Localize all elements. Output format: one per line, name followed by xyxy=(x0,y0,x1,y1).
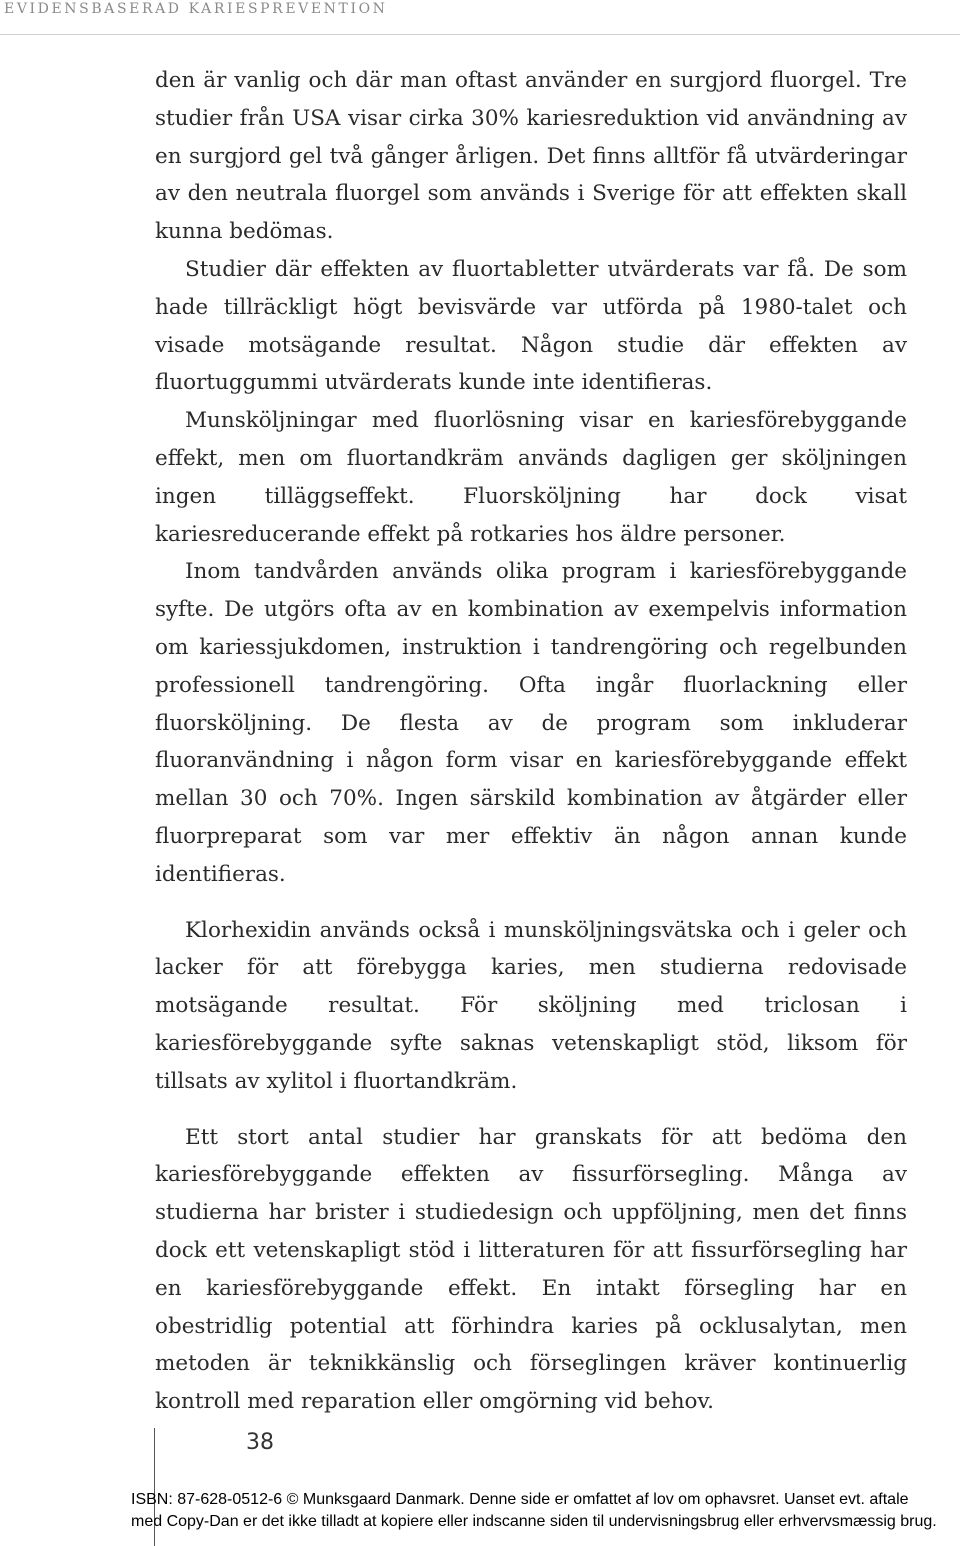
copyright-notice-line-2: med Copy-Dan er det ikke tilladt at kopiere eller indscanne siden til undervisningsbrug eller erhvervsmæssig brug. xyxy=(131,1513,937,1530)
page-number: 38 xyxy=(246,1430,274,1455)
body-text xyxy=(155,62,907,1421)
copyright-notice-line-1: ISBN: 87-628-0512-6 © Munksgaard Danmark. Denne side er omfattet af lov om ophavsret. Uanset evt. aftale xyxy=(131,1491,909,1508)
paragraph: Munsköljningar med fluorlösning visar en kariesförebyggande effekt, men om fluortandkräm används dagligen ger sköljningen ingen tilläggseffekt. Fluorsköljning har dock visat kariesreducerande effekt på rotkaries hos äldre personer. xyxy=(155,408,907,547)
running-header-title: EVIDENSBASERAD KARIESPREVENTION xyxy=(4,1,388,17)
paragraph: Studier där effekten av fluortabletter utvärderats var få. De som hade tillräckligt högt bevisvärde var utförda på 1980-talet och visade motsägande resultat. Någon studie där effekten av fluortuggummi utvärderats kunde inte identifieras. xyxy=(155,256,907,396)
paragraph: Ett stort antal studier har granskats för att bedöma den kariesförebyggande effekten av fissurförsegling. Många av studierna har brister i studiedesign och uppföljning, men det finns dock ett vetenskapligt stöd i litteraturen för att fissurförsegling har en kariesförebyggande effekt. En intakt försegling har en obestridlig potential att förhindra karies på ocklusalytan, men metoden är teknikkänslig och förseglingen kräver kontinuerlig kontroll med reparation eller omgörning vid behov. xyxy=(155,1124,907,1415)
running-header xyxy=(0,0,960,35)
paragraph: den är vanlig och där man oftast använder en surgjord fluorgel. Tre studier från USA visar cirka 30% kariesreduktion vid användning av en surgjord gel två gånger årligen. Det finns alltför få utvärderingar av den neutrala fluorgel som används i Sverige för att effekten skall kunna bedömas. xyxy=(155,68,907,245)
paragraph: Klorhexidin används också i munsköljningsvätska och i geler och lacker för att förebygga karies, men studierna redovisade motsägande resultat. För sköljning med triclosan i kariesförebyggande syfte saknas vetenskapligt stöd, liksom för tillsats av xylitol i fluortandkräm. xyxy=(155,917,907,1094)
paragraph: Inom tandvården används olika program i kariesförebyggande syfte. De utgörs ofta av en kombination av exempelvis information om kariessjukdomen, instruktion i tandrengöring och regelbunden professionell tandrengöring. Ofta ingår fluorlackning eller fluorsköljning. De flesta av de program som inkluderar fluoranvändning i någon form visar en kariesförebyggande effekt mellan 30 och 70%. Ingen särskild kombination av åtgärder eller fluorpreparat som var mer effektiv än någon annan kunde identifieras. xyxy=(155,559,907,887)
